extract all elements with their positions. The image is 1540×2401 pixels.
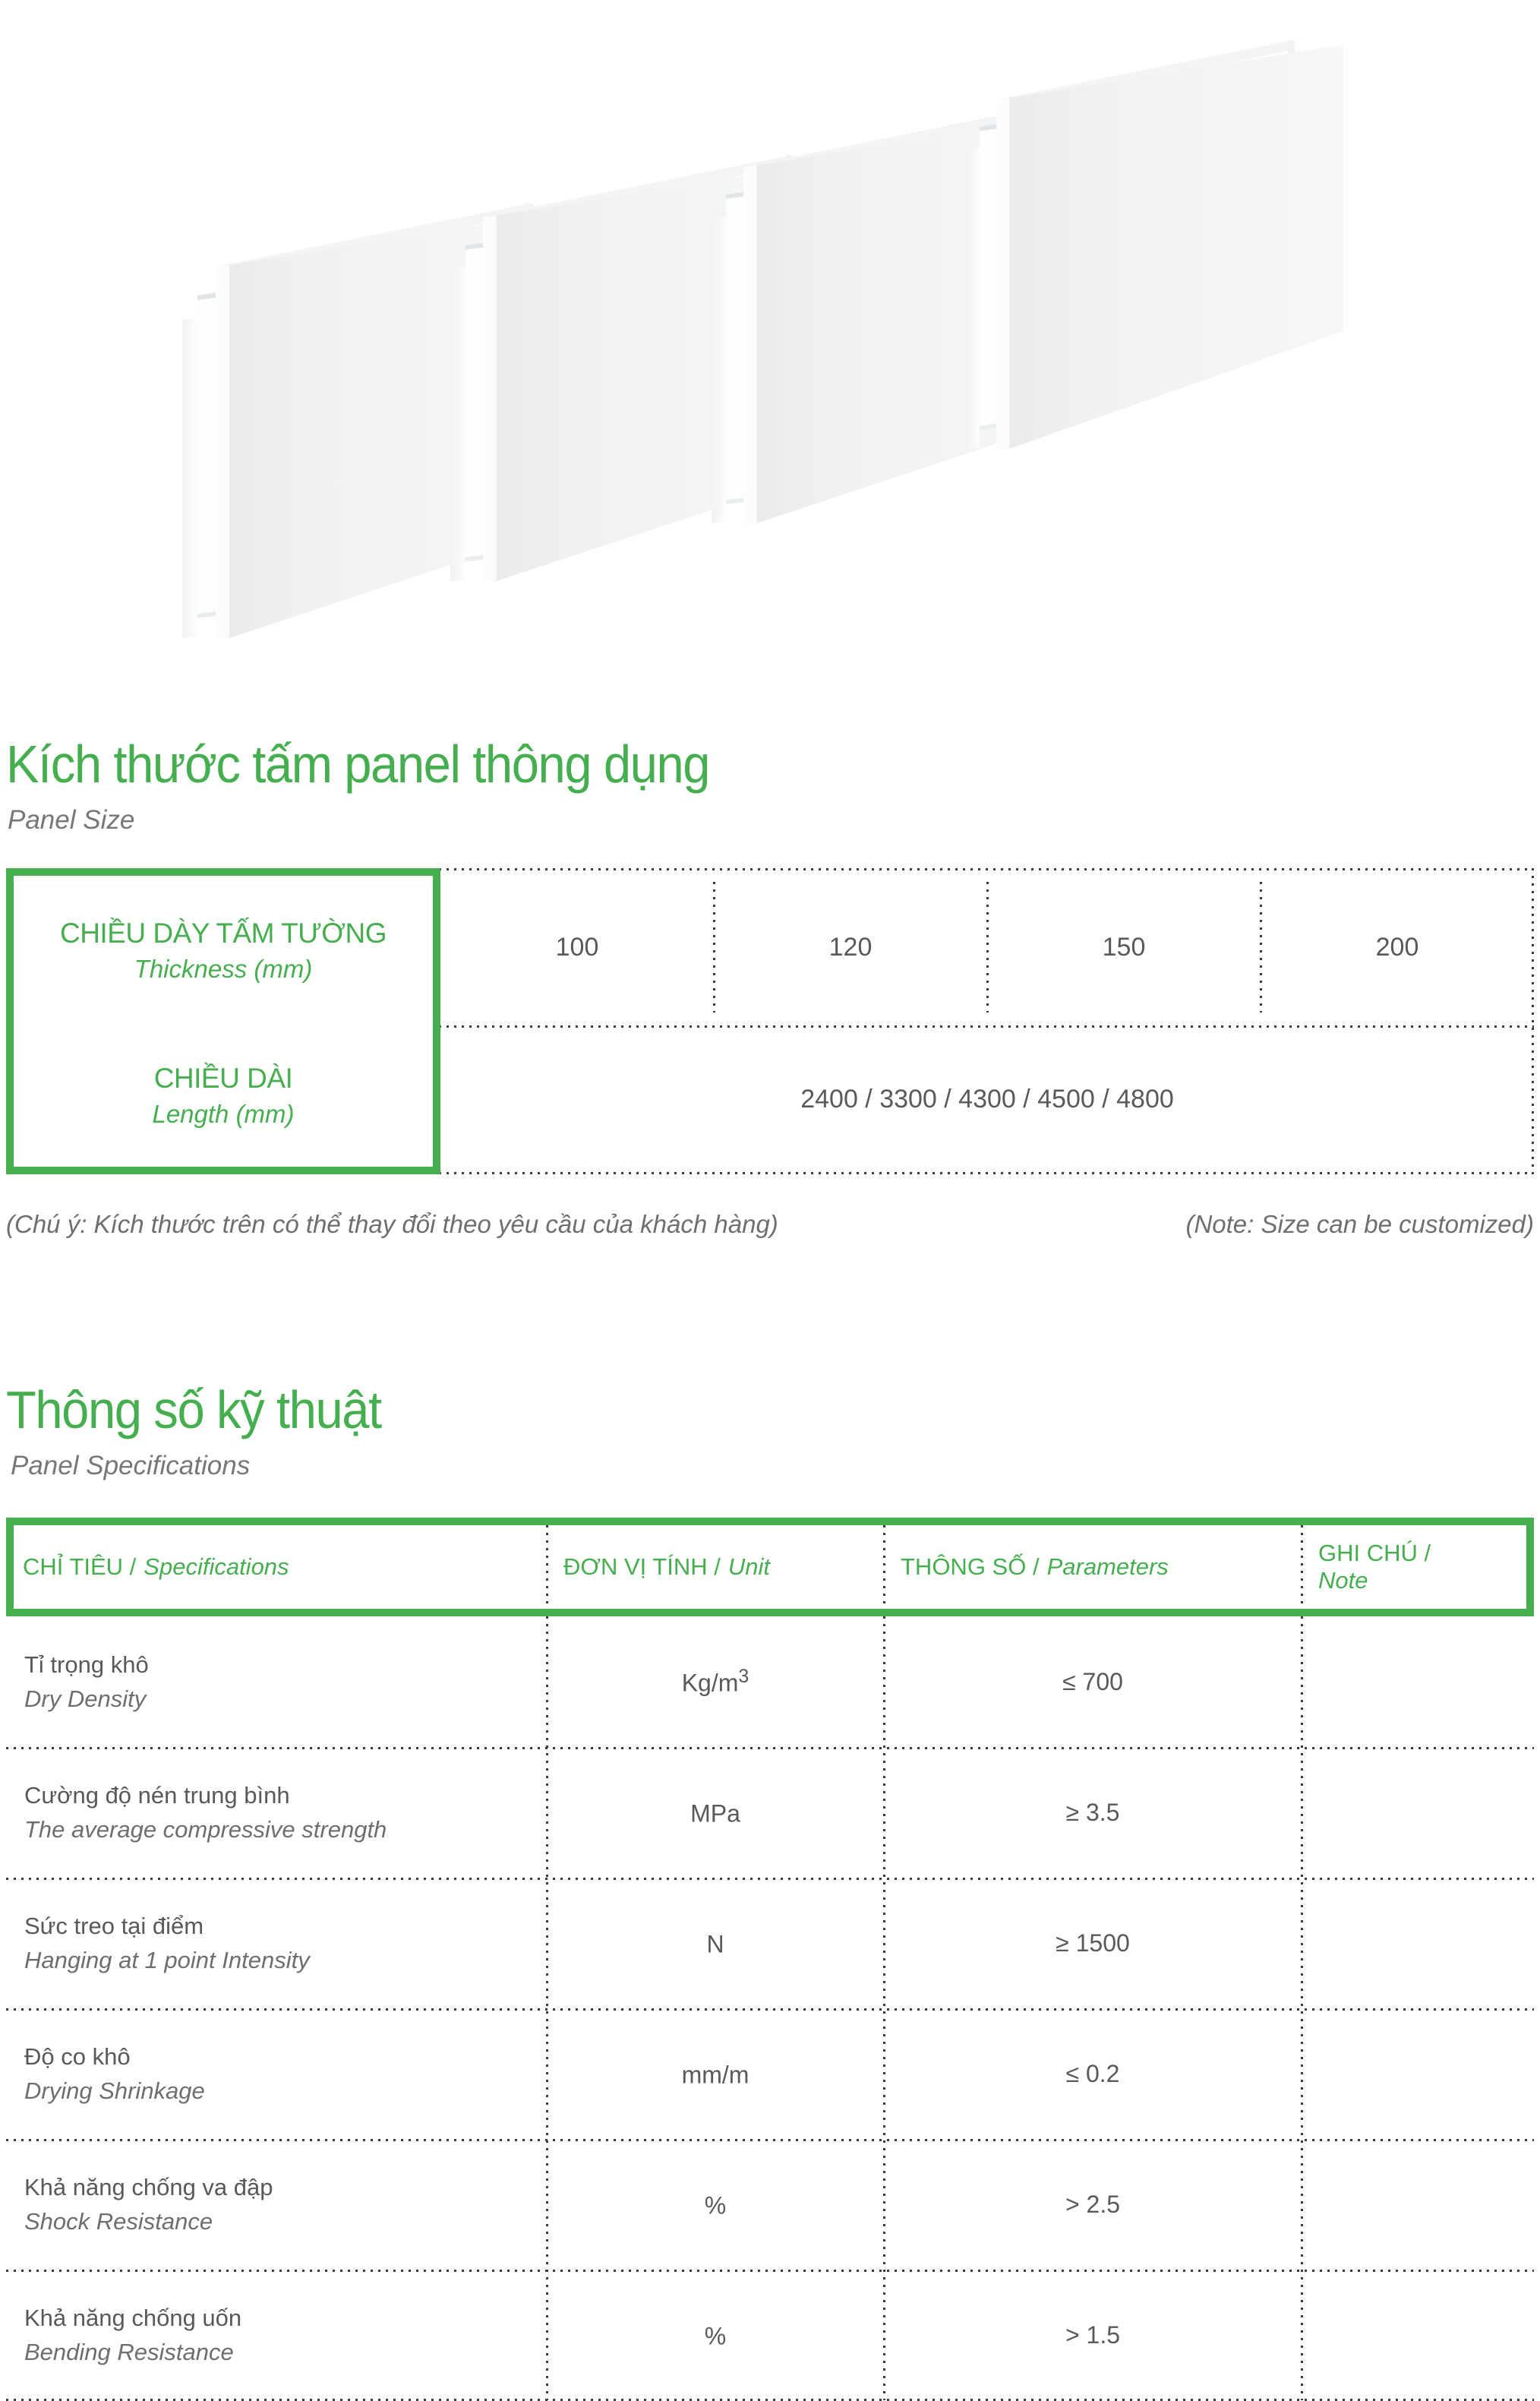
header-unit bbox=[563, 1518, 882, 1616]
criteria-en: Hanging at 1 point Intensity bbox=[24, 1946, 310, 1973]
spec-row-hanging-strength bbox=[6, 1878, 1534, 2008]
header-unit-en: Unit bbox=[727, 1553, 770, 1580]
criteria-vi: Khả năng chống va đập bbox=[24, 2173, 273, 2200]
length-label-en: Length (mm) bbox=[152, 1100, 295, 1129]
row-divider bbox=[6, 1878, 1534, 1880]
criteria-vi: Tỉ trọng khô bbox=[24, 1651, 149, 1678]
header-criteria bbox=[23, 1518, 545, 1616]
unit-value: mm/m bbox=[681, 2061, 749, 2089]
criteria-cell bbox=[24, 2270, 541, 2400]
parameter-value: ≥ 1500 bbox=[1056, 1929, 1130, 1957]
parameter-value: > 2.5 bbox=[1065, 2190, 1121, 2218]
length-label-vi: CHIỀU DÀI bbox=[153, 1063, 293, 1095]
parameter-value: ≤ 700 bbox=[1062, 1667, 1123, 1695]
thickness-label-vi: CHIỀU DÀY TẤM TƯỜNG bbox=[59, 917, 387, 949]
criteria-cell bbox=[24, 2139, 541, 2270]
header-parameters-vi: THÔNG SỐ / bbox=[901, 1553, 1040, 1580]
section-title-panel-size: Kích thước tấm panel thông dụng bbox=[6, 735, 710, 794]
thickness-header bbox=[14, 876, 433, 1025]
criteria-cell bbox=[24, 2008, 541, 2139]
parameter-cell bbox=[884, 1616, 1302, 1747]
note-cell bbox=[1302, 2270, 1534, 2400]
row-divider bbox=[6, 2008, 1534, 2011]
thickness-value: 200 bbox=[1375, 933, 1419, 962]
note-cell bbox=[1302, 1878, 1534, 2008]
thickness-value: 100 bbox=[555, 933, 599, 962]
header-criteria-en: Specifications bbox=[144, 1553, 289, 1580]
parameter-cell bbox=[884, 2270, 1302, 2400]
header-parameters-en: Parameters bbox=[1046, 1553, 1169, 1580]
header-parameters bbox=[901, 1518, 1300, 1616]
panel-4 bbox=[965, 39, 1343, 450]
thickness-value: 150 bbox=[1102, 933, 1146, 962]
note-vietnamese: (Chú ý: Kích thước trên có thể thay đổi theo yêu cầu của khách hàng) bbox=[6, 1210, 778, 1238]
row-header-box bbox=[6, 868, 440, 1174]
header-note-en: Note bbox=[1318, 1567, 1368, 1594]
spec-row-bending-resistance bbox=[6, 2270, 1534, 2400]
parameter-value: > 1.5 bbox=[1065, 2320, 1121, 2349]
section-title-specs: Thông số kỹ thuật bbox=[6, 1380, 381, 1439]
criteria-cell bbox=[24, 1616, 541, 1747]
thickness-value-cell bbox=[987, 868, 1261, 1027]
unit-value: Kg/m bbox=[681, 1669, 739, 1697]
criteria-cell bbox=[24, 1878, 541, 2008]
spec-row-dry-density bbox=[6, 1616, 1534, 1747]
specifications-table bbox=[6, 1518, 1534, 2401]
unit-cell bbox=[547, 1616, 884, 1747]
unit-value: % bbox=[704, 2322, 727, 2350]
note-cell bbox=[1302, 1747, 1534, 1878]
parameter-value: ≤ 0.2 bbox=[1065, 2059, 1120, 2087]
header-criteria-vi: CHỈ TIÊU / bbox=[23, 1553, 137, 1580]
unit-value: N bbox=[706, 1930, 724, 1958]
note-english: (Note: Size can be customized) bbox=[1185, 1210, 1534, 1238]
criteria-vi: Khả năng chống uốn bbox=[24, 2304, 242, 2331]
unit-superscript: 3 bbox=[738, 1666, 749, 1688]
criteria-en: Drying Shrinkage bbox=[24, 2077, 205, 2104]
spec-row-shock-resistance bbox=[6, 2139, 1534, 2270]
panel-illustration bbox=[163, 8, 1359, 638]
note-cell bbox=[1302, 2008, 1534, 2139]
criteria-vi: Cường độ nén trung bình bbox=[24, 1781, 290, 1809]
thickness-value-cell bbox=[440, 868, 714, 1027]
parameter-value: ≥ 3.5 bbox=[1065, 1798, 1120, 1826]
thickness-label-en: Thickness (mm) bbox=[134, 954, 313, 983]
unit-value: MPa bbox=[690, 1799, 740, 1828]
unit-cell bbox=[547, 2270, 884, 2400]
unit-cell bbox=[547, 2008, 884, 2139]
col-divider bbox=[883, 1518, 885, 2400]
criteria-cell bbox=[24, 1747, 541, 1878]
parameter-cell bbox=[884, 2139, 1302, 2270]
row-divider bbox=[6, 2139, 1534, 2141]
length-header bbox=[14, 1025, 433, 1167]
product-image bbox=[163, 8, 1359, 638]
criteria-vi: Độ co khô bbox=[24, 2042, 131, 2070]
criteria-en: The average compressive strength bbox=[24, 1815, 387, 1843]
section-subtitle-specs: Panel Specifications bbox=[11, 1451, 251, 1480]
unit-cell bbox=[547, 1747, 884, 1878]
length-value-cell bbox=[440, 1027, 1534, 1172]
unit-value: % bbox=[704, 2191, 727, 2219]
note-cell bbox=[1302, 1616, 1534, 1747]
criteria-vi: Sức treo tại điểm bbox=[24, 1912, 204, 1939]
length-values: 2400 / 3300 / 4300 / 4500 / 4800 bbox=[800, 1085, 1174, 1114]
spec-row-compressive-strength bbox=[6, 1747, 1534, 1878]
parameter-cell bbox=[884, 1878, 1302, 2008]
section-subtitle-panel-size: Panel Size bbox=[8, 805, 135, 835]
criteria-en: Shock Resistance bbox=[24, 2207, 213, 2235]
panel-size-table bbox=[6, 868, 1534, 1174]
unit-cell bbox=[547, 1878, 884, 2008]
note-cell bbox=[1302, 2139, 1534, 2270]
header-note bbox=[1318, 1518, 1526, 1616]
header-note-vi: GHI CHÚ / bbox=[1318, 1540, 1431, 1566]
spec-row-drying-shrinkage bbox=[6, 2008, 1534, 2139]
row-divider bbox=[6, 1747, 1534, 1749]
parameter-cell bbox=[884, 1747, 1302, 1878]
criteria-en: Bending Resistance bbox=[24, 2338, 234, 2365]
thickness-value: 120 bbox=[828, 933, 873, 962]
col-divider bbox=[546, 1518, 548, 2400]
thickness-value-cell bbox=[714, 868, 987, 1027]
parameter-cell bbox=[884, 2008, 1302, 2139]
unit-cell bbox=[547, 2139, 884, 2270]
col-divider bbox=[1301, 1518, 1303, 2400]
thickness-value-cell bbox=[1261, 868, 1534, 1027]
header-unit-vi: ĐƠN VỊ TÍNH / bbox=[563, 1553, 721, 1580]
row-divider bbox=[6, 2270, 1534, 2272]
criteria-en: Dry Density bbox=[24, 1685, 147, 1712]
